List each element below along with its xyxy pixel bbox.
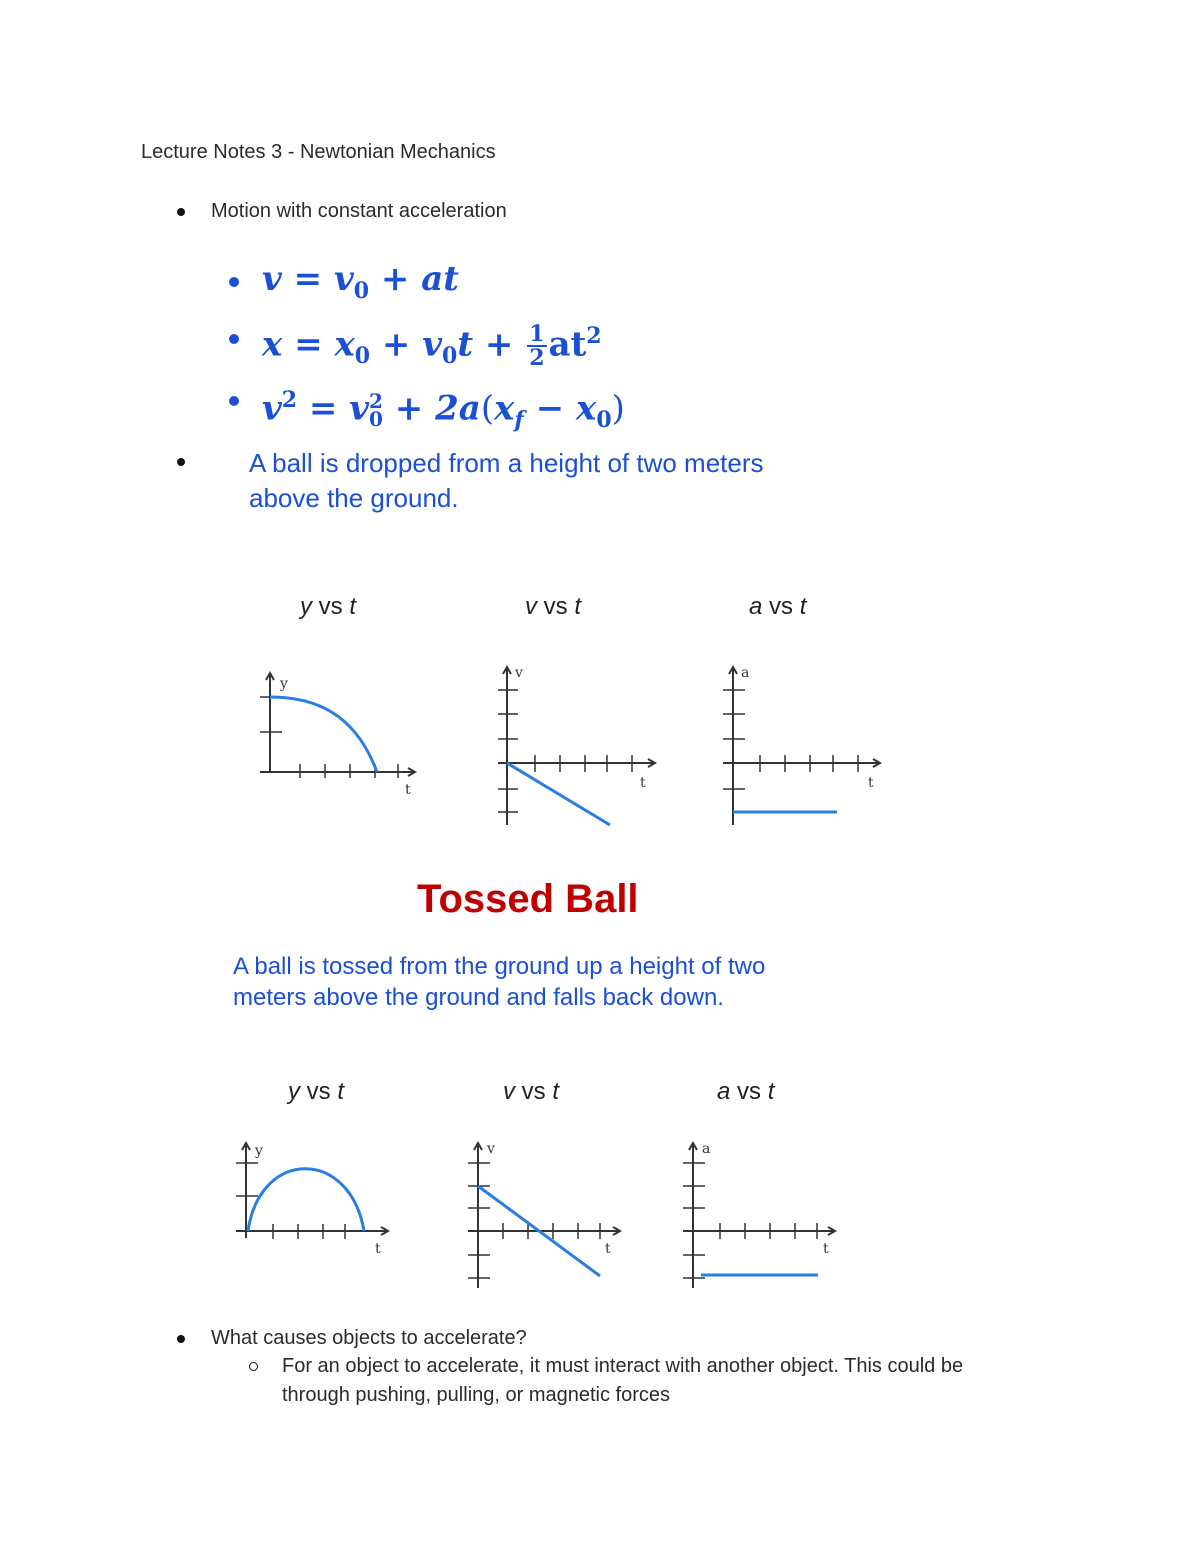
equation-velocity-squared: $v^2 = v$ 2 0 + $2a(x_f - x_0)$ bbox=[262, 387, 625, 434]
a-axis-label: a bbox=[702, 1141, 711, 1157]
equation-bullet bbox=[229, 334, 239, 344]
v-axis-label: v bbox=[515, 665, 523, 681]
t-axis-label: t bbox=[640, 775, 646, 791]
axes bbox=[498, 667, 655, 825]
graph-title-v-vs-t: v vs t bbox=[503, 1078, 560, 1105]
bullet-dot bbox=[177, 1335, 185, 1343]
tossed-y-graph bbox=[230, 1138, 405, 1263]
graph-title-a-vs-t: a vs t bbox=[749, 593, 807, 620]
axes bbox=[683, 1143, 835, 1288]
tossed-ball-line2: meters above the ground and falls back down. bbox=[233, 984, 724, 1011]
tossed-v-graph bbox=[460, 1138, 635, 1290]
a-axis-label: a bbox=[741, 665, 750, 681]
graph-title-y-vs-t: y vs t bbox=[288, 1078, 345, 1105]
answer-line2: through pushing, pulling, or magnetic forces bbox=[282, 1384, 671, 1406]
answer-line1: For an object to accelerate, it must interact with another object. This could be bbox=[282, 1355, 964, 1377]
page-title: Lecture Notes 3 - Newtonian Mechanics bbox=[141, 141, 496, 163]
equation-bullet bbox=[229, 396, 239, 406]
dropped-ball-line2: above the ground. bbox=[249, 483, 459, 513]
equation-bullet bbox=[229, 277, 239, 287]
dropped-ball-line1: A ball is dropped from a height of two meters bbox=[249, 448, 764, 478]
tossed-ball-line1: A ball is tossed from the ground up a height of two bbox=[233, 953, 766, 980]
position-curve bbox=[248, 1169, 364, 1231]
tossed-ball-heading: Tossed Ball bbox=[417, 877, 639, 921]
t-axis-label: t bbox=[405, 782, 411, 798]
t-axis-label: t bbox=[868, 775, 874, 791]
axes bbox=[723, 667, 880, 825]
bullet-dot bbox=[177, 208, 185, 216]
bullet-dot bbox=[177, 458, 185, 466]
dropped-v-graph bbox=[490, 662, 665, 830]
ticks bbox=[498, 690, 632, 812]
velocity-line bbox=[507, 763, 610, 825]
axes bbox=[468, 1143, 620, 1288]
ticks bbox=[683, 1163, 817, 1278]
dropped-y-graph bbox=[255, 668, 430, 798]
equation-position: $x = x_0 + v_0t$ + $\frac{1}{2}$ $at^2$ bbox=[262, 321, 602, 372]
y-axis-label: y bbox=[280, 676, 288, 692]
sub-bullet-circle bbox=[249, 1362, 258, 1371]
position-curve bbox=[270, 697, 377, 772]
graph-title-v-vs-t: v vs t bbox=[525, 593, 582, 620]
dropped-a-graph bbox=[715, 662, 890, 830]
t-axis-label: t bbox=[375, 1241, 381, 1257]
question-text: What causes objects to accelerate? bbox=[211, 1327, 527, 1349]
bullet-motion-text: Motion with constant acceleration bbox=[211, 200, 507, 222]
t-axis-label: t bbox=[605, 1241, 611, 1257]
y-axis-label: y bbox=[255, 1143, 263, 1159]
v-axis-label: v bbox=[487, 1141, 495, 1157]
ticks bbox=[723, 690, 858, 789]
graph-title-y-vs-t: y vs t bbox=[300, 593, 357, 620]
t-axis-label: t bbox=[823, 1241, 829, 1257]
tossed-a-graph bbox=[675, 1138, 850, 1290]
graph-title-a-vs-t: a vs t bbox=[717, 1078, 775, 1105]
equation-velocity: $v = v_0$ + at bbox=[262, 259, 459, 304]
